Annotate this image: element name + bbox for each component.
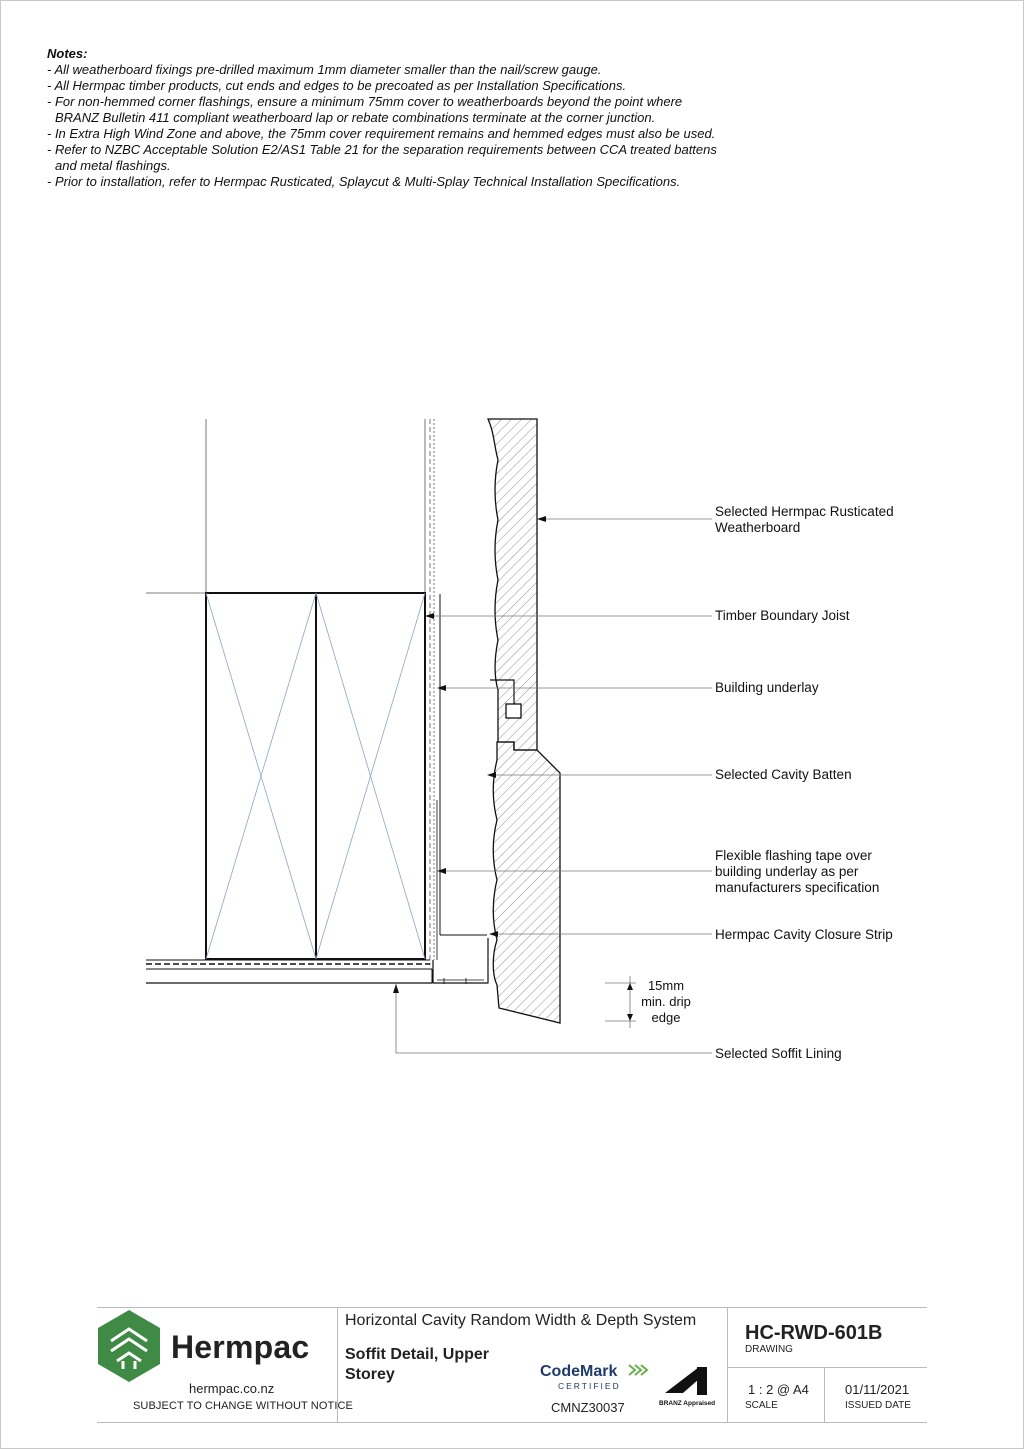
label-soffit-lining: Selected Soffit Lining [715,1046,842,1061]
note-item: - In Extra High Wind Zone and above, the 75mm cover requirement remains and hemmed edges must also be used. [47,126,716,141]
label-flashing-tape: Flexible flashing tape over [715,848,872,863]
cavity-batten [437,594,487,960]
weatherboard-upper [488,419,537,750]
title-block-divider [727,1307,728,1423]
label-drip-edge: min. drip [641,994,691,1009]
drawing-title: Soffit Detail, Upper Storey [345,1346,490,1383]
codemark-text: CodeMark [540,1363,618,1380]
note-item: - Refer to NZBC Acceptable Solution E2/AS1 Table 21 for the separation requirements between CCA treated battens and metal flashings. [47,142,717,173]
title-block-border [97,1422,927,1423]
note-item: - Prior to installation, refer to Hermpac Rusticated, Splaycut & Multi-Splay Technical Installation Specifications. [47,174,681,189]
label-flashing-tape: manufacturers specification [715,880,880,895]
label-boundary-joist: Timber Boundary Joist [715,608,850,623]
label-weatherboard: Selected Hermpac Rusticated [715,504,894,519]
framing-lines [146,419,434,965]
fixing-block [506,704,521,718]
codemark-logo-icon [540,1360,650,1394]
change-notice: SUBJECT TO CHANGE WITHOUT NOTICE [133,1400,353,1412]
drawing-number-label: DRAWING [745,1344,793,1355]
branz-text: BRANZ Appraised [659,1400,715,1407]
label-closure-strip: Hermpac Cavity Closure Strip [715,927,893,942]
brand-name: Hermpac [171,1329,310,1365]
brand-url[interactable]: hermpac.co.nz [189,1381,275,1396]
notes-heading: Notes: [47,46,88,61]
title-block-border [97,1307,927,1308]
timber-boundary-joist [206,593,425,959]
label-drip-edge: 15mm [647,978,685,993]
drawing-scale-label: SCALE [745,1400,778,1411]
hermpac-logo-icon [97,1309,161,1383]
cavity-closure-strip [433,938,488,984]
certificate-number: CMNZ30037 [551,1400,625,1415]
system-name: Horizontal Cavity Random Width & Depth System [345,1312,697,1329]
label-cavity-batten: Selected Cavity Batten [715,767,852,782]
soffit-lining [146,960,432,983]
issued-date-label: ISSUED DATE [845,1400,911,1411]
title-block-divider [824,1367,825,1423]
label-drip-edge: edge [651,1010,681,1025]
note-item: - For non-hemmed corner flashings, ensure a minimum 75mm cover to weatherboards beyond the point where BRANZ Bulletin 411 compliant weatherboard lap or rebate combinations terminate at the corner junction. [47,94,683,125]
issued-date: 01/11/2021 [845,1382,910,1397]
drawing-scale: 1 : 2 @ A4 [748,1382,809,1397]
drawing-number: HC-RWD-601B [745,1322,883,1344]
label-flashing-tape: building underlay as per [715,864,859,879]
codemark-sub: CERTIFIED [558,1381,621,1391]
note-item: - All Hermpac timber products, cut ends and edges to be precoated as per Installation Specifications. [47,78,627,93]
title-block-divider [727,1367,927,1368]
note-item: - All weatherboard fixings pre-drilled maximum 1mm diameter smaller than the nail/screw gauge. [47,62,602,77]
branz-appraised-icon [659,1361,715,1411]
title-block [97,1307,927,1423]
label-building-underlay: Building underlay [715,680,819,695]
weatherboard-lower [493,742,560,1023]
label-weatherboard: Weatherboard [715,520,801,535]
